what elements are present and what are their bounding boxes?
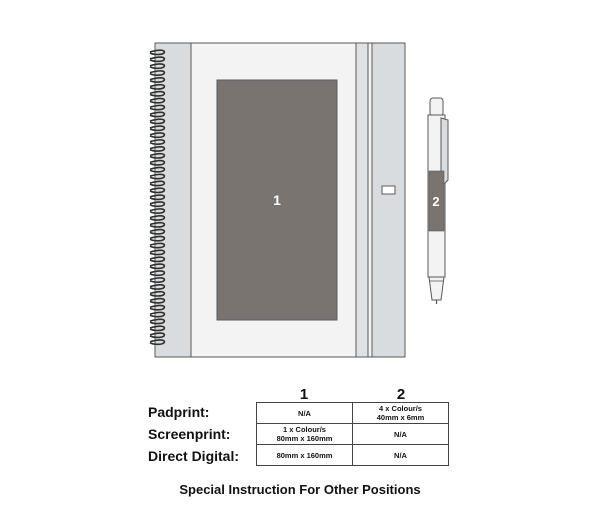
row-label-padprint: Padprint: bbox=[148, 404, 210, 420]
pen-top bbox=[430, 98, 443, 116]
print-area-1-label: 1 bbox=[273, 192, 281, 208]
column-header-1: 1 bbox=[299, 386, 309, 403]
table-cell: 4 x Colour/s 40mm x 6mm bbox=[353, 403, 449, 424]
column-header-2: 2 bbox=[396, 386, 406, 403]
table-cell: 80mm x 160mm bbox=[257, 445, 353, 466]
pen bbox=[428, 98, 448, 304]
pen-loop bbox=[382, 186, 395, 194]
table-cell: N/A bbox=[353, 445, 449, 466]
table-row bbox=[257, 403, 449, 424]
table-row bbox=[257, 424, 449, 445]
row-label-direct-digital: Direct Digital: bbox=[148, 448, 240, 464]
row-label-screenprint: Screenprint: bbox=[148, 426, 231, 442]
print-area-2-label: 2 bbox=[432, 194, 440, 209]
elastic-band bbox=[356, 43, 368, 357]
table-cell: N/A bbox=[257, 403, 353, 424]
notebook-right-edge bbox=[372, 43, 405, 357]
special-instruction-text: Special Instruction For Other Positions bbox=[179, 482, 421, 497]
pen-grip bbox=[429, 277, 444, 300]
notebook bbox=[150, 43, 405, 357]
table-cell: 1 x Colour/s 80mm x 160mm bbox=[257, 424, 353, 445]
table-cell: N/A bbox=[353, 424, 449, 445]
table-row bbox=[257, 445, 449, 466]
print-spec-table bbox=[256, 402, 449, 466]
